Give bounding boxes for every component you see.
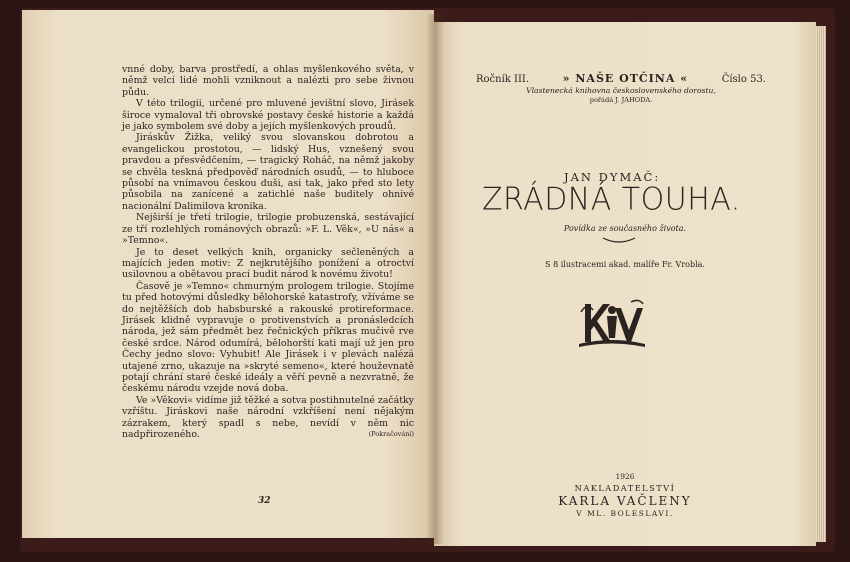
issue-label: Číslo 53. [721,74,766,85]
book-gutter [426,14,444,544]
paragraph: vnné doby, barva prostředí, a ohlas myšlenkového světa, v němž velcí lidé mohli vzniknout a nalézti pro sebe živnou půdu. [122,64,414,98]
publisher-name: KARLA VAČLENY [558,494,692,508]
series-header [476,72,766,104]
ornament-swash-icon [602,236,636,244]
series-editor: pořádá J. JAHODA. [589,96,653,104]
publisher-label: NAKLADATELSTVÍ [574,483,676,493]
paragraph: Nejširší je třetí trilogie, trilogie probuzenská, sestávající ze tří rozlehlých románových obrazů: »F. L. Věk«, »U nás« a »Temno«. [122,212,414,247]
illustrations-credit: S 8 ilustracemi akad. malíře Fr. Vrobla. [545,260,705,269]
paragraph: Je to deset velkých knih, organicky sečleněných a majících jeden motiv: Z nejkrutějšího ponížení a otroctví usilovnou a obětavou prací budit národ k novému životu! [122,246,414,281]
paragraph: Ve »Věkovi« vidíme již těžké a sotva postihnutelné začátky vzříštu. Jiráskovi naše národní vzkříšení není nějakým zázrakem, který spadl s nebe, nevídí v něm nic nadpřirozeného. [122,394,414,440]
publisher-block [434,472,816,518]
paragraph: V této trilogii, určené pro mluvené jevištní slovo, Jirásek široce vymaloval tři obrovské postavy české historie a každá je jako symbolem své doby a jejích myšlenkových proudů. [122,98,414,133]
series-title: » NAŠE OTČINA « [562,72,689,85]
series-subtitle: Vlastenecká knihovna československého dorostu, [526,86,716,95]
author-name: JAN DYMAČ: [564,170,661,184]
volume-label: Ročník III. [476,74,530,85]
right-page [434,22,816,546]
continued-note: (Pokračování) [368,430,414,439]
kv-publisher-monogram-icon [577,294,647,354]
paragraph: Jiráskův Žižka, veliký svou slovanskou dobrotou a evangelickou prostotou, — lidský Hus, vznešený svou pravdou a přesvědčením, — tragický Roháč, na němž jakoby se chvěla teskná předpověď národních osudů, — to hluboce působí na vnímavou českou duši, asi tak, jako před sto lety působila na zanícené a zatichlé naše buditely ohnivé nacionální Dalimilova kronika. [122,132,414,212]
left-page [22,10,434,538]
paragraph: Časově je »Temno« chmurným prologem trilogie. Stojíme tu před hotovými důsledky bělohorské katastrofy, vžíváme se do nejtěžších dob habsburské a rakouské protireformace. Jirásek klidně vypravuje o protivenstvích a pronásledcích národa, jež sám předmět bez řečnických příkras mučivě rve české srdce. Národ odumírá, bělohorští kati mají už jen pro Čechy jedno slovo: Vyhubit! Ale Jirásek i v plevách nalézá utajené zrno, ukazuje na »skryté semeno«, které houževnatě potají chrání staré české ideály a věří pevně a nezvratně, že českému národu vzejde nová doba. [122,280,414,395]
book-genre: Povídka ze současného života. [563,224,687,233]
publisher-place: V ML. BOLESLAVI. [576,509,674,518]
page-number: 32 [258,496,271,506]
publication-year: 1926 [615,472,635,481]
left-page-text [122,64,414,441]
book-title: ZRÁDNÁ TOUHA. [482,181,741,218]
